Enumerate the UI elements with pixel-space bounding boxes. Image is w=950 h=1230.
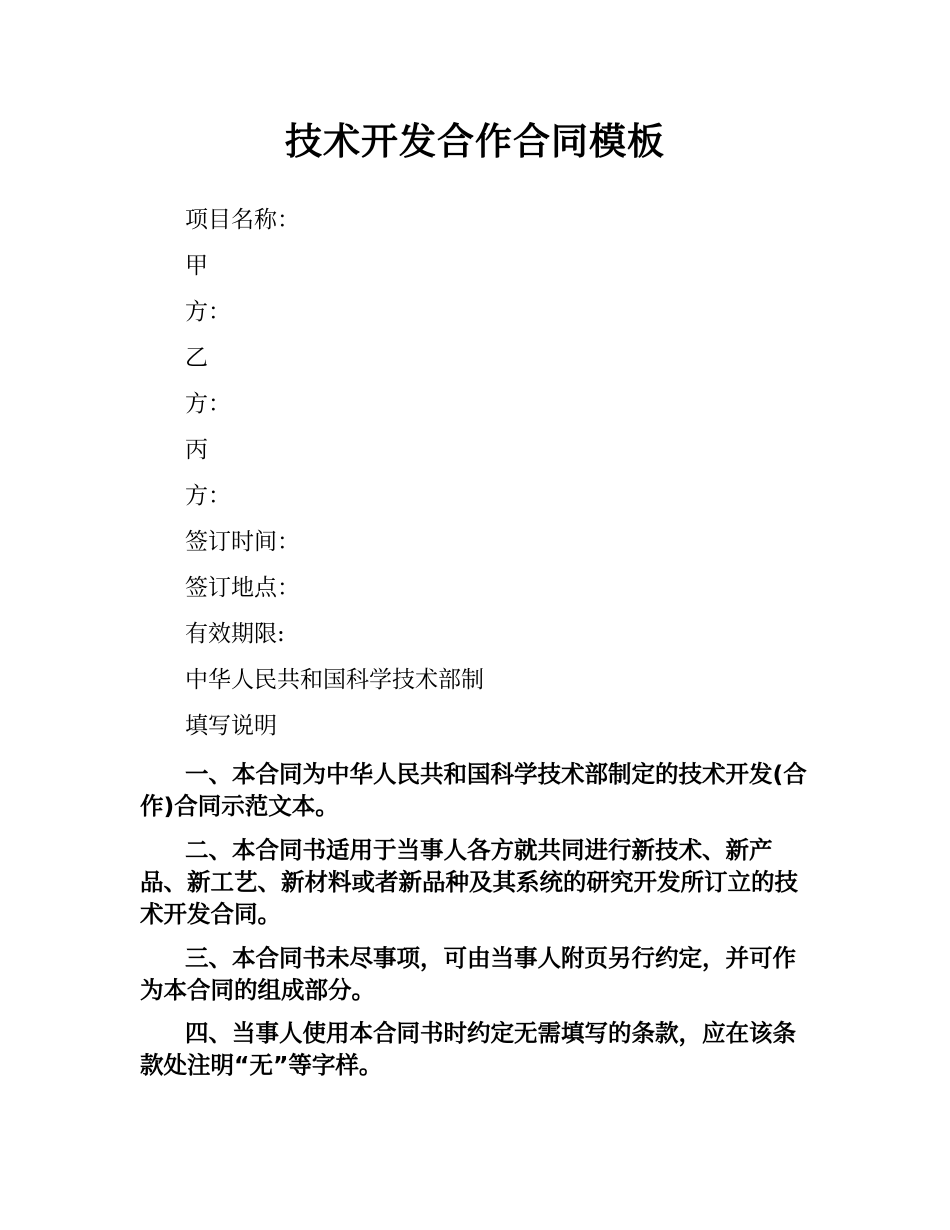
field-party-b-char: 乙 <box>185 345 208 371</box>
instructions-heading: 填写说明 <box>185 713 277 739</box>
field-project-name: 项目名称： <box>185 207 300 233</box>
instruction-paragraph-3: 三、本合同书未尽事项，可由当事人附页另行约定，并可作为本合同的组成部分。 <box>140 944 796 1004</box>
instruction-paragraph-2: 二、本合同书适用于当事人各方就共同进行新技术、新产品、新工艺、新材料或者新品种及其系统的研究开发所订立的技术开发合同。 <box>140 836 798 928</box>
field-signing-time: 签订时间： <box>185 529 300 555</box>
field-party-a-label: 方： <box>185 299 231 325</box>
issuer-line: 中华人民共和国科学技术部制 <box>185 667 484 693</box>
document-title: 技术开发合作合同模板 <box>285 120 665 163</box>
field-party-c-label: 方： <box>185 483 231 509</box>
field-validity-period: 有效期限: <box>185 621 285 647</box>
instruction-paragraph-1: 一、本合同为中华人民共和国科学技术部制定的技术开发(合作)合同示范文本。 <box>140 760 807 820</box>
field-party-c-char: 丙 <box>185 437 208 463</box>
field-party-a-char: 甲 <box>185 253 208 279</box>
instruction-paragraph-4: 四、当事人使用本合同书时约定无需填写的条款，应在该条款处注明“无”等字样。 <box>140 1019 796 1079</box>
field-signing-place: 签订地点： <box>185 575 300 601</box>
field-party-b-label: 方： <box>185 391 231 417</box>
